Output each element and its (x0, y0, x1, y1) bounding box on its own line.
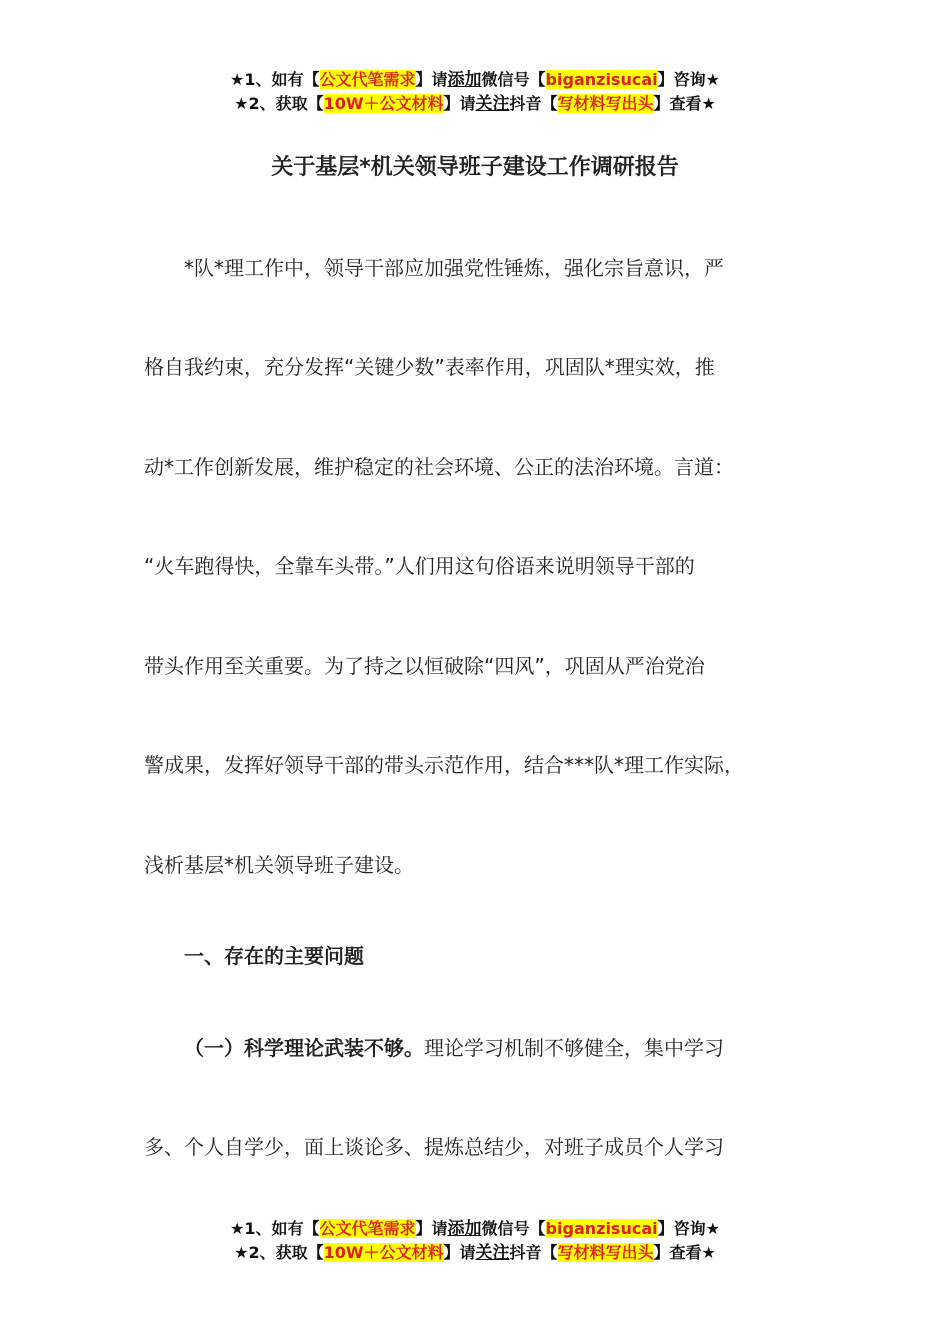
highlight-douyin: 写材料写出头 (557, 94, 654, 113)
highlight-materials: 10W＋公文材料 (323, 1243, 444, 1262)
body-line: *队*理工作中，领导干部应加强党性锤炼，强化宗旨意识，严 (184, 256, 724, 280)
document-title: 关于基层*机关领导班子建设工作调研报告 (271, 155, 679, 180)
body-line: “火车跑得快，全靠车头带。”人们用这句俗语来说明领导干部的 (144, 554, 695, 578)
highlight-service: 公文代笔需求 (319, 1219, 416, 1238)
subsection-heading: （一）科学理论武装不够。 (184, 1036, 424, 1060)
highlight-wechat: biganzisucai (545, 1219, 658, 1238)
banner-line-1: ★1、如有【公文代笔需求】请添加微信号【biganzisucai】咨询★ (230, 70, 720, 90)
section-heading: 一、存在的主要问题 (184, 944, 364, 968)
body-line: 动*工作创新发展，维护稳定的社会环境、公正的法治环境。言道： (144, 455, 734, 479)
subsection-line: （一）科学理论武装不够。理论学习机制不够健全，集中学习 (184, 1036, 724, 1060)
body-line: 浅析基层*机关领导班子建设。 (144, 853, 414, 877)
highlight-douyin: 写材料写出头 (557, 1243, 654, 1262)
top-banner (0, 68, 950, 116)
banner-line-2: ★2、获取【10W＋公文材料】请关注抖音【写材料写出头】查看★ (234, 1243, 716, 1263)
body-line: 多、个人自学少，面上谈论多、提炼总结少，对班子成员个人学习 (144, 1135, 724, 1159)
bottom-banner (0, 1217, 950, 1265)
banner-line-2: ★2、获取【10W＋公文材料】请关注抖音【写材料写出头】查看★ (234, 94, 716, 114)
highlight-service: 公文代笔需求 (319, 70, 416, 89)
highlight-wechat: biganzisucai (545, 70, 658, 89)
highlight-materials: 10W＋公文材料 (323, 94, 444, 113)
body-line: 格自我约束，充分发挥“关键少数”表率作用，巩固队*理实效，推 (144, 355, 715, 379)
banner-line-1: ★1、如有【公文代笔需求】请添加微信号【biganzisucai】咨询★ (230, 1219, 720, 1239)
body-line: 带头作用至关重要。为了持之以恒破除“四风”，巩固从严治党治 (144, 654, 705, 678)
body-line: 警成果，发挥好领导干部的带头示范作用，结合***队*理工作实际， (144, 753, 744, 777)
